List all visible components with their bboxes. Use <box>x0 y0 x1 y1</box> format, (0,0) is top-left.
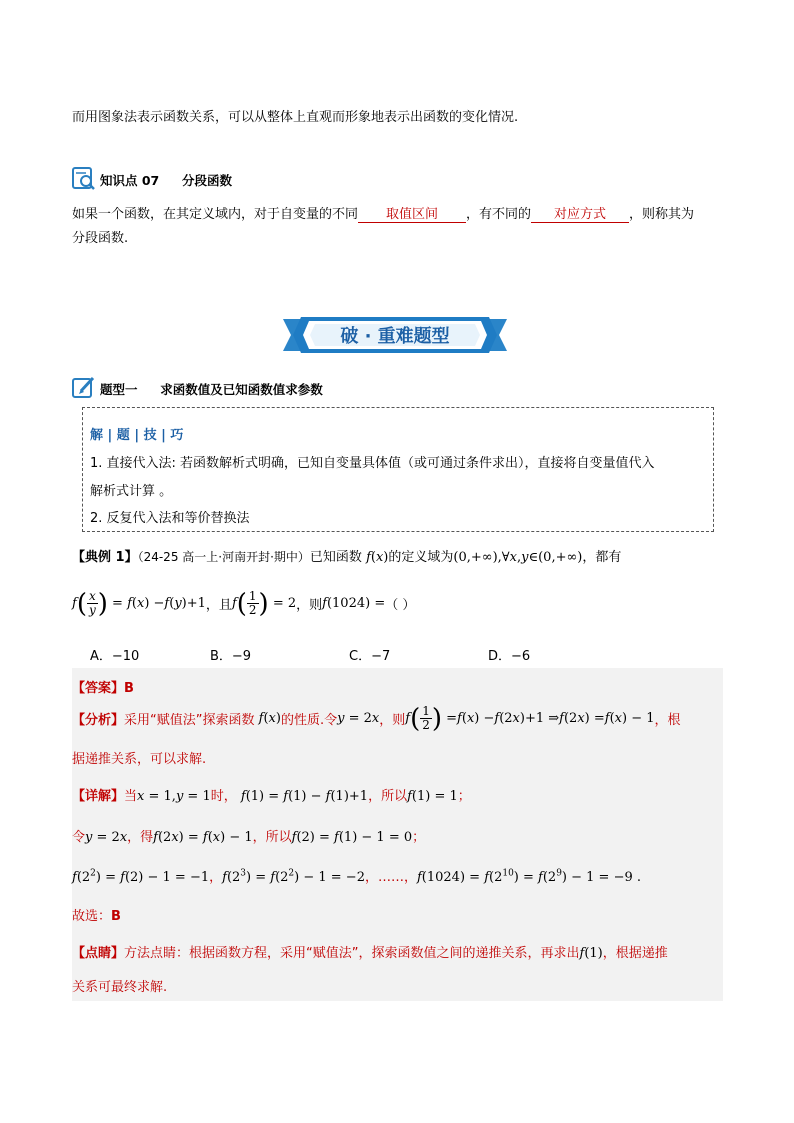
detail-l1-b: 时， <box>210 789 237 804</box>
option-a[interactable]: A．−10 <box>90 649 140 664</box>
detail-l1-a: 当 <box>124 789 138 804</box>
choice-line <box>72 905 121 924</box>
kp-text-c: ，则称其为 <box>629 207 695 222</box>
example-stem-a: 已知函数 <box>309 550 362 565</box>
choice-label: 故选： <box>72 909 112 924</box>
comment-line2: 关系可最终求解. <box>72 980 168 995</box>
intro-text: 而用图象法表示函数关系，可以从整体上直观而形象地表示出函数的变化情况. <box>72 110 519 125</box>
tips-item-1b: 解析式计算 。 <box>90 484 173 499</box>
comment-tag: 【点睛】 <box>72 946 125 961</box>
knowledge-point-line1 <box>72 203 694 223</box>
comment-line1: 【点睛】方法点睛：根据函数方程，采用“赋值法”，探索函数值之间的递推关系，再求出f(1)，根据递推 <box>72 946 668 961</box>
choice-value: B <box>111 909 121 924</box>
example-condition: f ( $\frac{x}{y}$ ) = f ( x ) − f ( y )+1 ，且 f ( $\frac{1}{2}$ ) = 2 ，则 f (1024) = （ ） <box>72 588 416 619</box>
kp-text-b: ，有不同的 <box>466 207 532 222</box>
example-cond-g: （ ） <box>385 598 416 613</box>
detail-l2-a: 令 <box>72 830 86 845</box>
answer-tag: 【答案】 <box>72 681 125 696</box>
answer-line <box>72 677 134 696</box>
analysis-text-a: 采用“赋值法”探索函数 <box>124 713 255 728</box>
detail-l1-c: ，所以 <box>368 789 408 804</box>
detail-line2: 令y = 2x，得f(2x) = f(x) − 1，所以f(2) = f(1) − 1 = 0； <box>72 830 426 845</box>
detail-line1: 【详解】当x = 1,y = 1时， f(1) = f(1) − f(1)+1，所以f(1) = 1； <box>72 789 471 804</box>
comment-text-a: 方法点睛：根据函数方程，采用“赋值法”，探索函数值之间的递推关系，再求出 <box>124 946 580 961</box>
example-stem-line1: 【典例 1】（24-25 高一上·河南开封·期中）已知函数 f(x)的定义域为(0,+∞),∀x,y∈(0,+∞)，都有 <box>72 550 622 565</box>
analysis-text-d: ，根 <box>654 713 681 728</box>
example-tag: 【典例 1】 <box>72 550 138 565</box>
example-cond-e: ，则 <box>296 598 323 613</box>
kp-blank-1: 取值区间 <box>358 203 466 223</box>
tips-heading: 解 | 题 | 技 | 巧 <box>90 428 184 443</box>
tips-item-2: 2. 反复代入法和等价替换法 <box>90 511 250 526</box>
analysis-text-b: 的性质.令 <box>280 713 338 728</box>
comment-text-b: ，根据递推 <box>602 946 668 961</box>
option-b[interactable]: B．−9 <box>210 649 252 664</box>
analysis-line2: 据递推关系，可以求解. <box>72 752 207 767</box>
question-type-heading <box>100 380 323 398</box>
detail-l2-c: ，所以 <box>252 830 292 845</box>
question-type-label: 题型一 <box>100 382 138 397</box>
detail-l2-b: ，得 <box>127 830 154 845</box>
detail-tag: 【详解】 <box>72 789 125 804</box>
analysis-tag: 【分析】 <box>72 713 125 728</box>
example-stem-c: ，都有 <box>582 550 622 565</box>
detail-ellipsis: ，……， <box>364 870 417 885</box>
knowledge-point-title: 分段函数 <box>181 173 232 188</box>
answer-value: B <box>124 681 134 696</box>
analysis-line1: 【分析】 采用“赋值法”探索函数 f ( x ) 的性质.令 y = 2 x ，则 f ( $\frac{1}{2}$ ) = f ( x ) − f (2 x )+1 ⇒ f (2 x ) = f ( x ) − 1 ，根 <box>72 703 681 734</box>
analysis-text-c: ，则 <box>379 713 406 728</box>
example-stem-b: 的定义域为 <box>388 550 454 565</box>
banner-title: 破 · 重难题型 <box>340 326 450 347</box>
example-cond-c: ，且 <box>205 598 232 613</box>
kp-text-a: 如果一个函数，在其定义域内，对于自变量的不同 <box>72 207 359 222</box>
option-d[interactable]: D．−6 <box>488 649 531 664</box>
question-type-title: 求函数值及已知函数值求参数 <box>160 382 323 397</box>
pencil-note-icon <box>72 375 96 399</box>
knowledge-point-heading <box>100 171 232 189</box>
knowledge-point-line2: 分段函数. <box>72 231 129 246</box>
detail-line3: $f(2^2) = f(2) - 1 = -1$，$f(2^3) = f(2^2) - 1 = -2$，……，$f(1024) = f(2^{10}) = f(2^9) - 1 = -9$ . <box>72 868 642 885</box>
knowledge-point-label: 知识点 07 <box>100 173 160 188</box>
example-source: （24-25 高一上·河南开封·期中） <box>137 550 310 564</box>
option-c[interactable]: C．−7 <box>349 649 391 664</box>
tips-item-1a: 1. 直接代入法: 若函数解析式明确，已知自变量具体值（或可通过条件求出），直接将自变量值代入 <box>90 456 655 471</box>
section-banner <box>283 315 507 355</box>
knowledge-point-icon <box>72 167 96 191</box>
kp-blank-2: 对应方式 <box>531 203 629 223</box>
